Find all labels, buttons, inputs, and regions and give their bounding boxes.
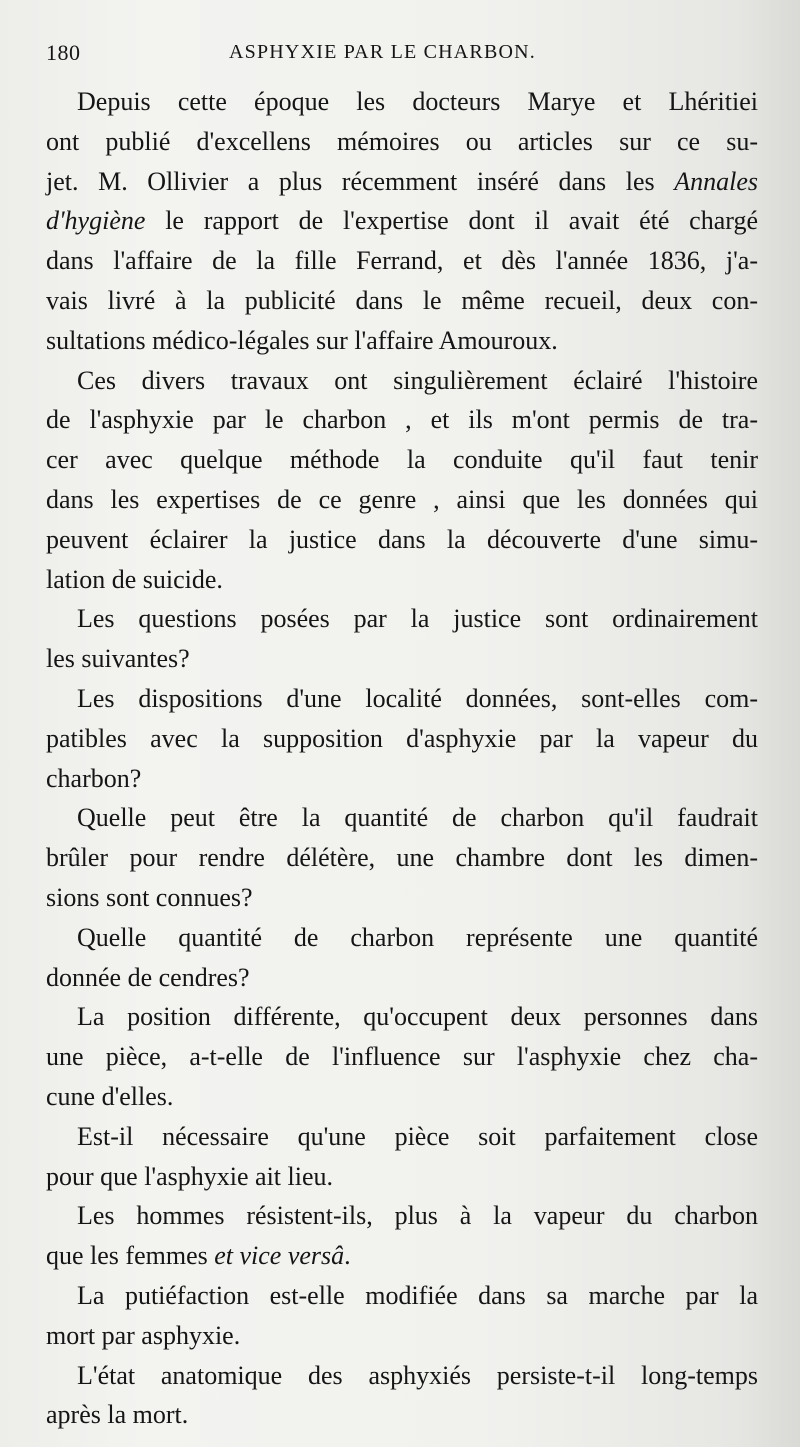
text-line: ont publié d'excellens mémoires ou articles sur ce su-: [46, 126, 758, 156]
text-line: patibles avec la supposition d'asphyxie par la vapeur du: [46, 723, 758, 753]
text-line: brûler pour rendre délétère, une chambre dont les dimen-: [46, 843, 758, 873]
text-line: Quelle quantité de charbon représente une quantité: [77, 922, 758, 952]
text-line: après la mort.: [46, 1400, 189, 1430]
text-line: une pièce, a-t-elle de l'influence sur l'asphyxie chez cha-: [46, 1042, 758, 1072]
text-line: La putiéfaction est-elle modifiée dans sa marche par la: [77, 1280, 758, 1310]
text-line: les suivantes?: [46, 644, 190, 674]
text-line: dans les expertises de ce genre , ainsi que les données qui: [46, 484, 758, 514]
text-line: sultations médico-légales sur l'affaire Amouroux.: [46, 325, 558, 355]
page-header: [46, 40, 746, 74]
text-line: Les dispositions d'une localité données, sont-elles com-: [77, 683, 758, 713]
text-line: de l'asphyxie par le charbon , et ils m'ont permis de tra-: [46, 405, 758, 435]
text-line: sions sont connues?: [46, 882, 253, 912]
text-line: Les questions posées par la justice sont ordinairement: [77, 604, 758, 634]
text-line: Quelle peut être la quantité de charbon qu'il faudrait: [77, 803, 758, 833]
text-line: charbon?: [46, 763, 142, 793]
text-line: Ces divers travaux ont singulièrement éclairé l'histoire: [77, 365, 758, 395]
text-line: vais livré à la publicité dans le même recueil, deux con-: [46, 285, 758, 315]
text-line: Les hommes résistent-ils, plus à la vapeur du charbon: [77, 1201, 758, 1231]
text-line: lation de suicide.: [46, 564, 223, 594]
text-line: jet. M. Ollivier a plus récemment inséré dans les Annales: [46, 166, 758, 196]
text-line: dans l'affaire de la fille Ferrand, et dès l'année 1836, j'a-: [46, 246, 758, 276]
text-line: donnée de cendres?: [46, 962, 250, 992]
text-line: cer avec quelque méthode la conduite qu'il faut tenir: [46, 445, 758, 475]
text-line: peuvent éclairer la justice dans la découverte d'une simu-: [46, 524, 758, 554]
text-line: pour que l'asphyxie ait lieu.: [46, 1161, 334, 1191]
page-number: 180: [46, 40, 81, 65]
text-line: Depuis cette époque les docteurs Marye et Lhéritiei: [77, 87, 758, 116]
text-line: que les femmes et vice versâ.: [46, 1241, 351, 1271]
text-line: d'hygiène le rapport de l'expertise dont il avait été chargé: [46, 206, 758, 236]
running-title: ASPHYXIE PAR LE CHARBON.: [229, 41, 536, 63]
text-line: La position différente, qu'occupent deux personnes dans: [77, 1002, 758, 1032]
text-line: cune d'elles.: [46, 1081, 174, 1111]
text-line: Est-il nécessaire qu'une pièce soit parfaitement close: [77, 1121, 758, 1151]
text-line: L'état anatomique des asphyxiés persiste-t-il long-temps: [77, 1360, 758, 1390]
text-line: mort par asphyxie.: [46, 1320, 241, 1350]
body-text: [46, 82, 758, 1435]
